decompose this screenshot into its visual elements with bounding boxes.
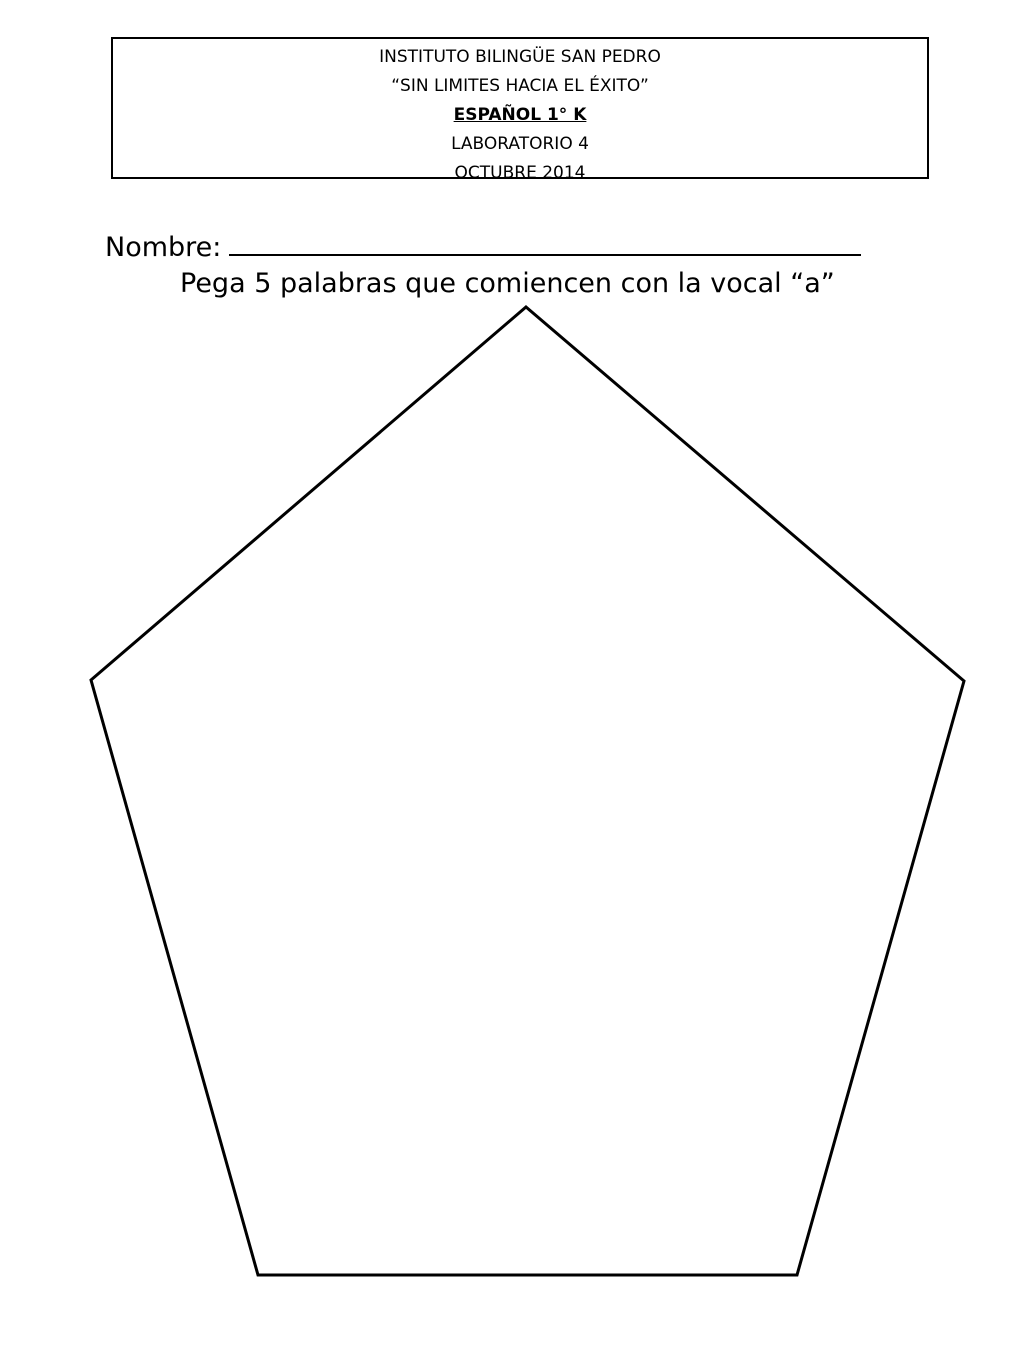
subject-title: ESPAÑOL 1° K — [453, 105, 587, 125]
school-motto: “SIN LIMITES HACIA EL ÉXITO” — [391, 76, 649, 96]
institution-name: INSTITUTO BILINGÜE SAN PEDRO — [379, 47, 661, 67]
pentagon-outline — [91, 307, 964, 1275]
instruction-text: Pega 5 palabras que comiencen con la vocal “a” — [180, 268, 835, 299]
name-label: Nombre: — [105, 232, 222, 263]
worksheet-date: OCTUBRE 2014 — [454, 163, 586, 183]
lab-title: LABORATORIO 4 — [451, 134, 589, 154]
